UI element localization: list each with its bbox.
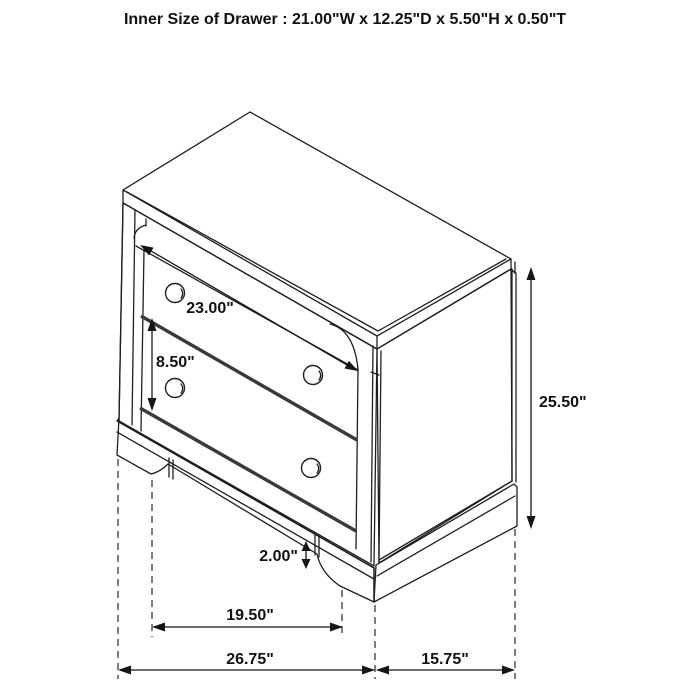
feet-inner-width-dimension	[152, 607, 343, 632]
base-height-label: 2.00"	[259, 548, 298, 565]
overall-depth-label: 15.75"	[421, 651, 469, 668]
drawer-width-label: 23.00"	[186, 300, 234, 317]
drawer-height-label: 8.50"	[156, 354, 195, 371]
drawer-2-left-knob-icon	[166, 379, 185, 398]
drawer-1-left-knob-icon	[166, 284, 185, 303]
diagram-title: Inner Size of Drawer : 21.00"W x 12.25"D x 5.50"H x 0.50"T	[123, 11, 567, 28]
feet-inner-width-label: 19.50"	[226, 607, 274, 624]
overall-width-label: 26.75"	[226, 651, 274, 668]
overall-height-dimension	[527, 267, 587, 529]
drawer-1-right-knob-icon	[304, 366, 323, 385]
overall-width-dimension	[118, 651, 375, 675]
overall-depth-dimension	[376, 651, 515, 675]
drawer-2-right-knob-icon	[302, 459, 321, 478]
overall-height-label: 25.50"	[539, 394, 587, 411]
